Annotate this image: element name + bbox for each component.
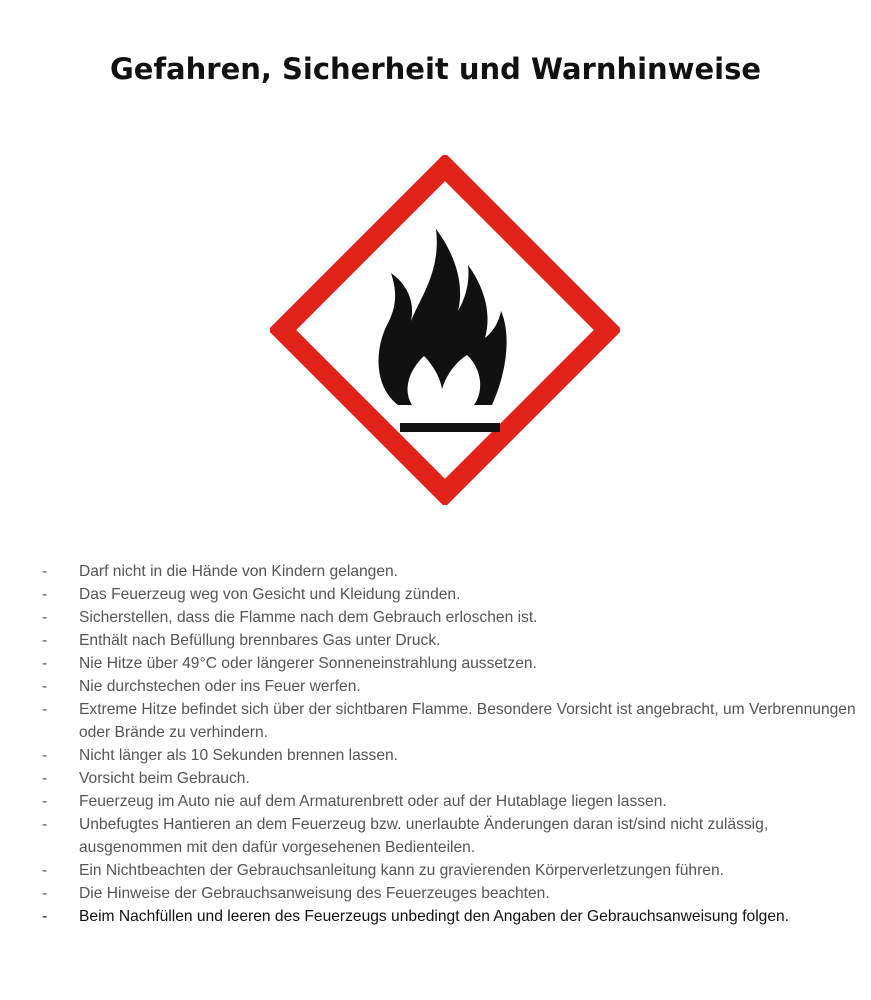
warning-text: Enthält nach Befüllung brennbares Gas unter Druck. — [79, 632, 441, 649]
bullet-dash: - — [42, 701, 48, 718]
bullet-dash: - — [42, 655, 48, 672]
warning-item — [42, 675, 857, 698]
warning-text: Extreme Hitze befindet sich über der sichtbaren Flamme. Besondere Vorsicht ist angebracht, um Verbrennungen oder Brände zu verhindern. — [79, 701, 856, 741]
warning-text: Vorsicht beim Gebrauch. — [79, 770, 250, 787]
flame-base-bar — [400, 423, 500, 432]
warning-text: Ein Nichtbeachten der Gebrauchsanleitung kann zu gravierenden Körperverletzungen führen. — [79, 862, 724, 879]
bullet-dash: - — [42, 816, 48, 833]
warning-item — [42, 882, 857, 905]
warning-item — [42, 767, 857, 790]
warning-item — [42, 583, 857, 606]
bullet-dash: - — [42, 563, 48, 580]
warning-item — [42, 905, 857, 928]
warning-item — [42, 790, 857, 813]
warning-text: Beim Nachfüllen und leeren des Feuerzeugs unbedingt den Angaben der Gebrauchsanweisung folgen. — [79, 908, 790, 925]
bullet-dash: - — [42, 908, 48, 925]
warning-text: Sicherstellen, dass die Flamme nach dem Gebrauch erloschen ist. — [79, 609, 538, 626]
warning-text: Die Hinweise der Gebrauchsanweisung des Feuerzeuges beachten. — [79, 885, 550, 902]
warning-item — [42, 606, 857, 629]
bullet-dash: - — [42, 632, 48, 649]
warning-item — [42, 859, 857, 882]
bullet-dash: - — [42, 678, 48, 695]
warning-item — [42, 629, 857, 652]
warning-text: Unbefugtes Hantieren an dem Feuerzeug bzw. unerlaubte Änderungen daran ist/sind nicht zulässig, ausgenommen mit den dafür vorgesehenen Bedienteilen. — [79, 816, 769, 856]
warning-text: Nie Hitze über 49°C oder längerer Sonneneinstrahlung aussetzen. — [79, 655, 537, 672]
warning-item — [42, 560, 857, 583]
bullet-dash: - — [42, 770, 48, 787]
warning-item — [42, 813, 857, 859]
bullet-dash: - — [42, 862, 48, 879]
bullet-dash: - — [42, 586, 48, 603]
warning-text: Nicht länger als 10 Sekunden brennen lassen. — [79, 747, 399, 764]
warning-item — [42, 744, 857, 767]
bullet-dash: - — [42, 609, 48, 626]
warning-item — [42, 698, 857, 744]
warning-text: Feuerzeug im Auto nie auf dem Armaturenbrett oder auf der Hutablage liegen lassen. — [79, 793, 667, 810]
bullet-dash: - — [42, 793, 48, 810]
bullet-dash: - — [42, 747, 48, 764]
warning-text: Darf nicht in die Hände von Kindern gelangen. — [79, 563, 399, 580]
flammable-hazard-icon — [270, 155, 620, 505]
page-title: Gefahren, Sicherheit und Warnhinweise — [109, 52, 762, 86]
warning-item — [42, 652, 857, 675]
warning-text: Das Feuerzeug weg von Gesicht und Kleidung zünden. — [79, 586, 461, 603]
warning-text: Nie durchstechen oder ins Feuer werfen. — [79, 678, 361, 695]
warning-list — [42, 560, 857, 928]
bullet-dash: - — [42, 885, 48, 902]
